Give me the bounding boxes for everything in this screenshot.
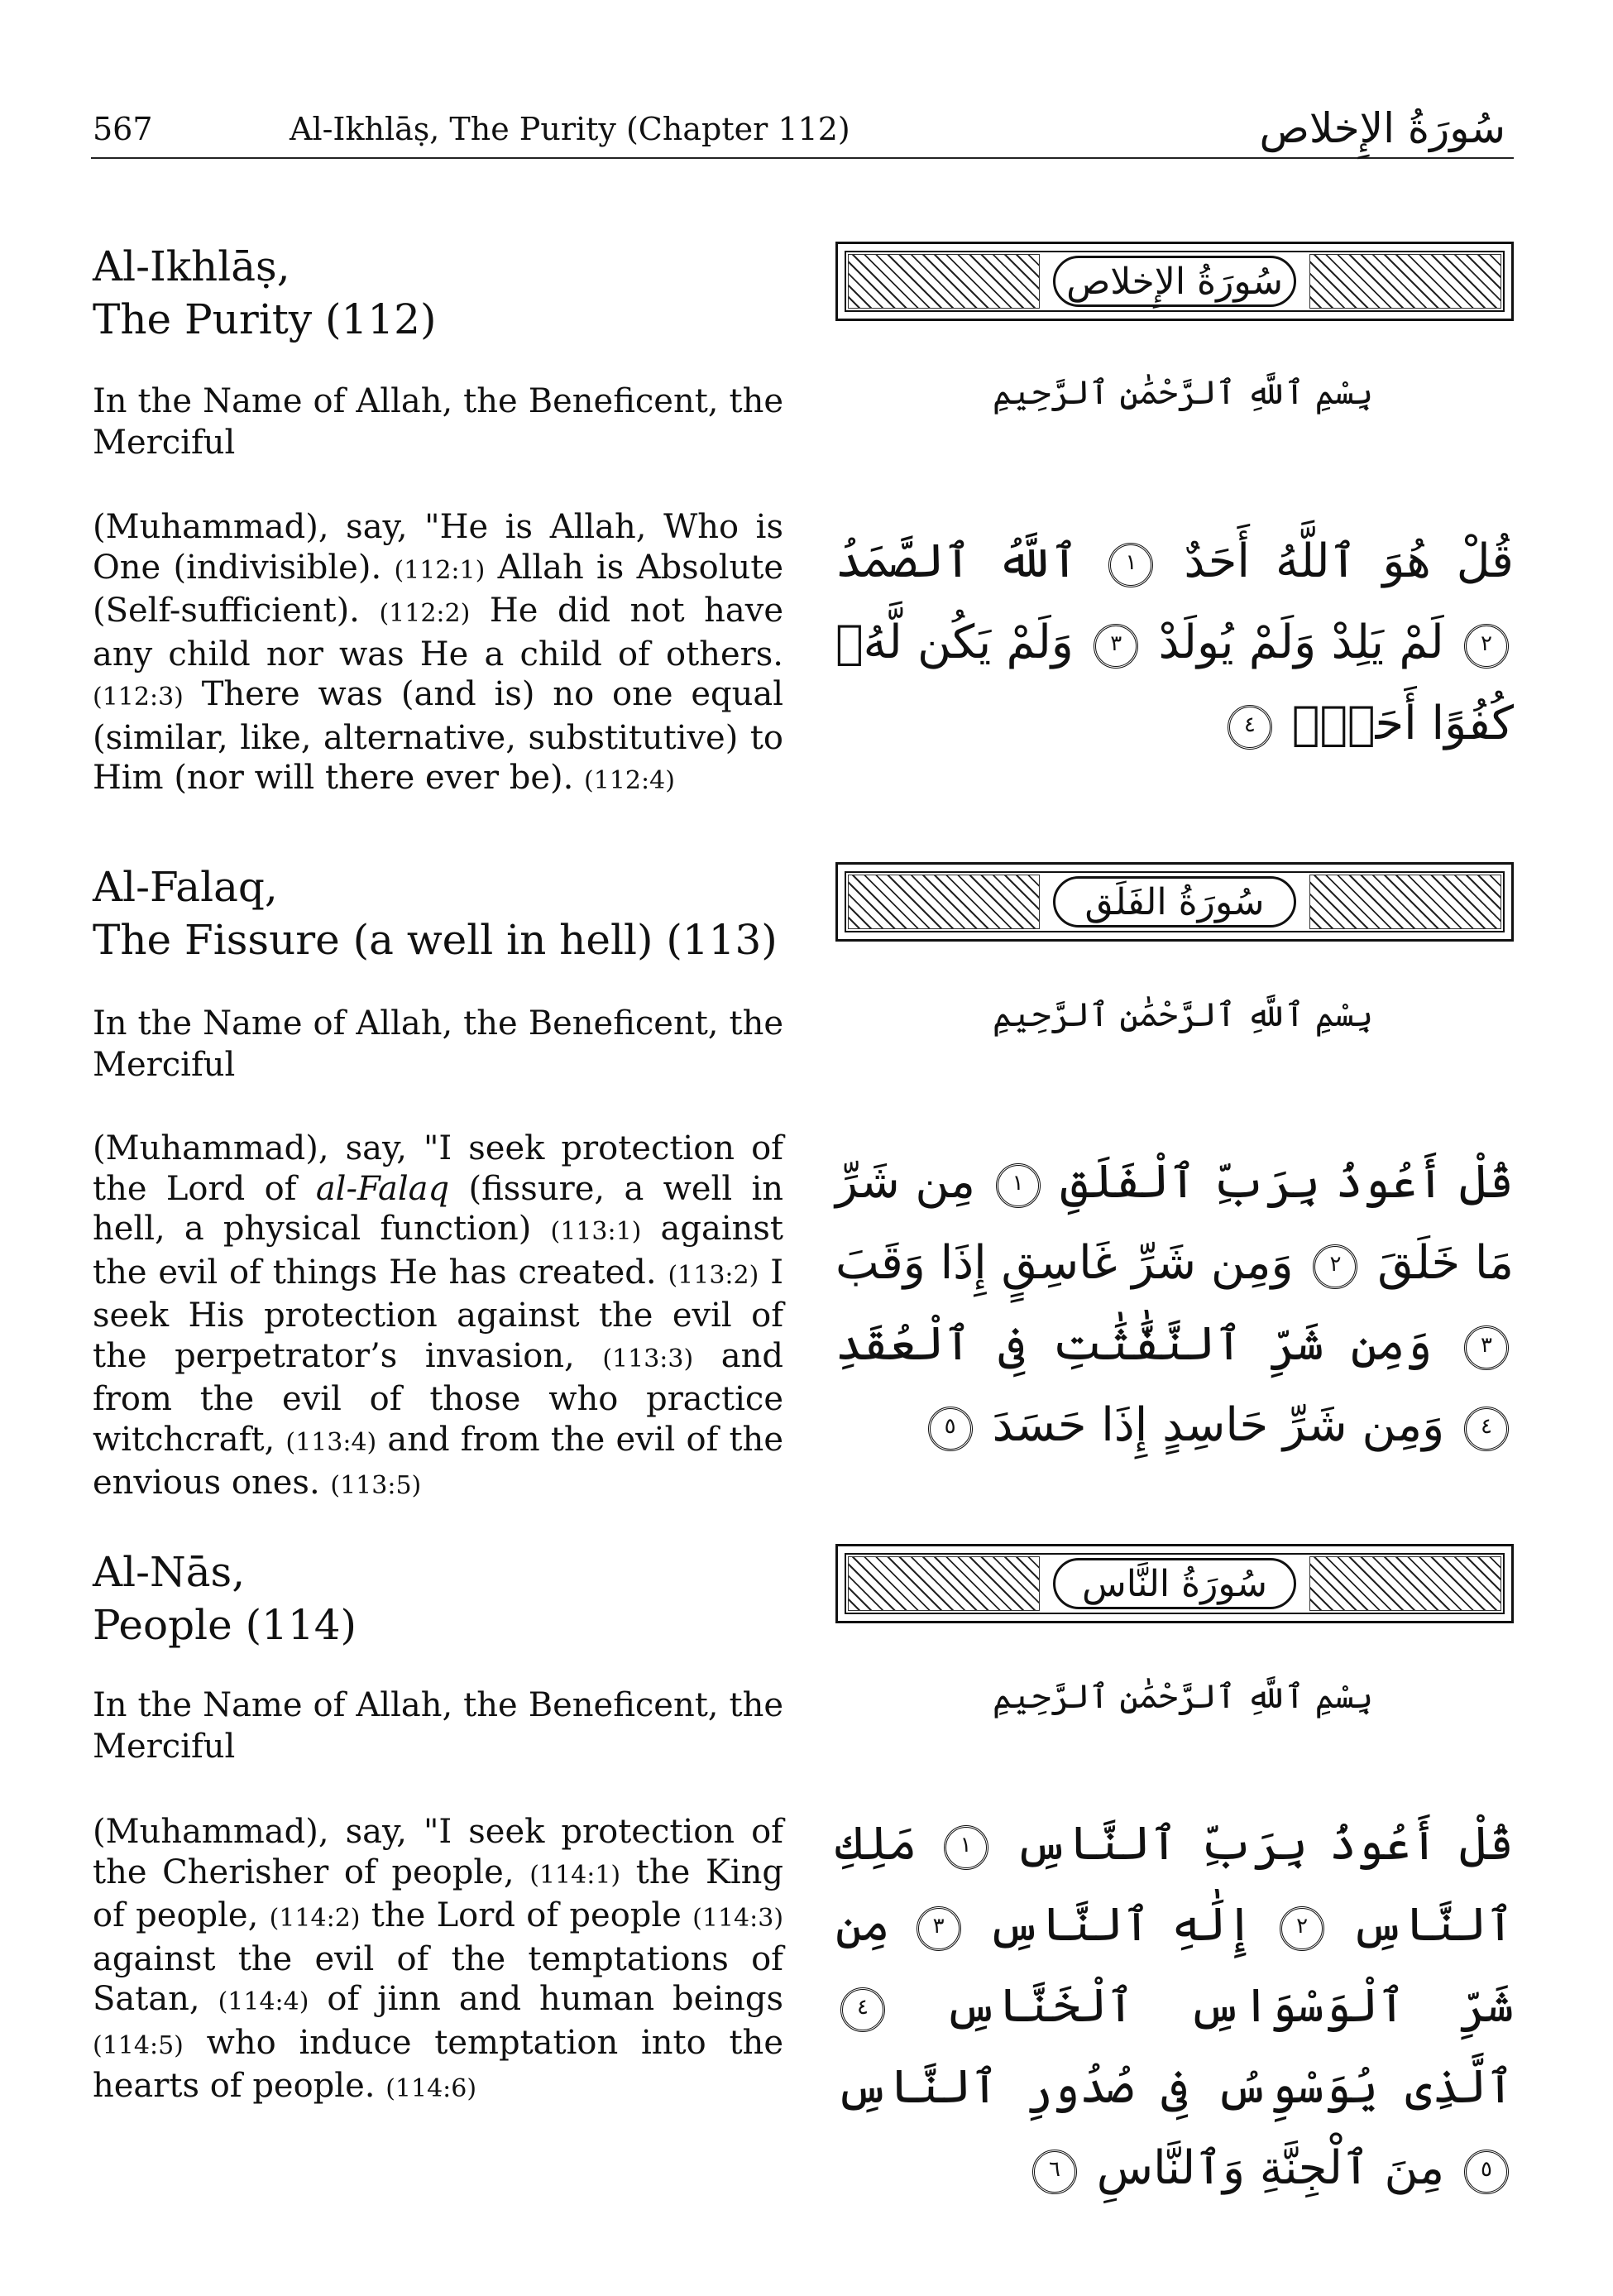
ornament-panel-right	[1309, 875, 1501, 929]
verse-ref: (114:2)	[269, 1904, 361, 1933]
surah-title	[93, 240, 436, 346]
surah-banner	[835, 1544, 1514, 1623]
verse-number-marker: ٣	[1094, 624, 1138, 669]
surah-title-line1: Al-Nās,	[93, 1548, 246, 1596]
verse-number-marker: ٢	[1464, 624, 1509, 669]
verse-ref: (114:5)	[93, 2030, 184, 2060]
bismillah-translation: In the Name of Allah, the Beneficent, the Merciful	[93, 1686, 783, 1766]
surah-title-line1: Al-Ikhlāṣ,	[93, 242, 290, 290]
surah-title-line2: People (114)	[93, 1601, 357, 1649]
surah-title-line2: The Purity (112)	[93, 295, 437, 343]
verse-ref: (112:1)	[394, 555, 486, 585]
verse-number-marker: ٣	[1464, 1325, 1509, 1370]
arabic-verses	[835, 1142, 1514, 1466]
verse-number-marker: ١	[1108, 543, 1153, 587]
arabic-verse: وَلَمْ يَكُن لَّهُۥ كُفُوًا أَحَدٌۢ	[835, 616, 1514, 750]
verse-ref: (113:5)	[330, 1471, 422, 1500]
verse-translation	[93, 1129, 783, 1507]
verse-translation	[93, 1812, 783, 2110]
arabic-verse: وَمِن شَرِّ غَاسِقٍ إِذَا وَقَبَ	[835, 1236, 1294, 1290]
verse-italic-term: al-Falaq	[315, 1169, 450, 1208]
arabic-verse: قُلْ أَعُوذُ بِرَبِّ ٱلنَّاسِ	[1014, 1817, 1514, 1871]
verse-text: and from the evil of the envious ones.	[93, 1420, 783, 1502]
verse-number-marker: ٢	[1280, 1906, 1324, 1951]
verse-text: There was (and is) no one equal (similar, like, alternative, substitutive) to Him (nor will there ever be).	[93, 675, 784, 797]
arabic-verse: لَمْ يَلِدْ وَلَمْ يُولَدْ	[1158, 616, 1444, 669]
surah-banner	[835, 862, 1514, 942]
arabic-verse: وَمِن شَرِّ حَاسِدٍ إِذَا حَسَدَ	[992, 1398, 1445, 1452]
verse-ref: (113:4)	[285, 1427, 377, 1457]
arabic-verse: مِنَ ٱلْجِنَّةِ وَٱلنَّاسِ	[1096, 2141, 1445, 2195]
surah-title-line2: The Fissure (a well in hell) (113)	[93, 916, 778, 964]
verse-number-marker: ٣	[917, 1906, 961, 1951]
bismillah-arabic: بِسْمِ ٱللَّهِ ٱلرَّحْمَٰنِ ٱلرَّحِيمِ	[992, 374, 1374, 412]
ornament-panel-left	[848, 1556, 1040, 1611]
ornament-panel-right	[1309, 254, 1501, 309]
verse-ref: (113:3)	[602, 1344, 694, 1373]
surah-title	[93, 1546, 357, 1651]
verse-text: (Muhammad), say, "He is Allah, Who is One (indivisible).	[93, 508, 783, 587]
verse-number-marker: ١	[944, 1825, 988, 1870]
arabic-verse: قُلْ هُوَ ٱللَّهُ أَحَدٌ	[1184, 534, 1514, 588]
verse-number-marker: ٦	[1032, 2150, 1077, 2194]
verse-ref: (112:4)	[584, 766, 675, 795]
verse-number-marker: ٤	[1228, 705, 1272, 750]
verse-ref: (114:1)	[529, 1860, 621, 1890]
page-number: 567	[93, 111, 153, 147]
verse-ref: (112:3)	[93, 683, 184, 712]
verse-number-marker: ٢	[1313, 1244, 1357, 1289]
running-title-arabic: سُورَةُ الإِخلاص	[1259, 104, 1505, 152]
verse-text: (Muhammad), say, "I seek protection of the Lord of	[93, 1129, 783, 1208]
verse-text: the Lord of people	[371, 1896, 682, 1934]
verse-ref: (112:2)	[379, 599, 471, 628]
arabic-verse: مِن شَرِّ ٱلْوَسْوَاسِ ٱلْخَنَّاسِ	[835, 1898, 1514, 2033]
verse-ref: (113:2)	[668, 1260, 759, 1290]
ornament-panel-left	[848, 875, 1040, 929]
arabic-verse: إِلَٰهِ ٱلنَّاسِ	[987, 1898, 1254, 1952]
verse-text: who induce temptation into the hearts of people.	[93, 2023, 783, 2105]
verse-ref: (114:4)	[218, 1987, 309, 2016]
banner-frame	[845, 871, 1505, 932]
banner-surah-name: سُورَةُ الإِخلاص	[1053, 256, 1296, 307]
banner-frame	[845, 251, 1505, 312]
verse-number-marker: ١	[996, 1163, 1041, 1208]
verse-text: of jinn and human beings	[327, 1980, 783, 2018]
verse-text: He did not have any child nor was He a child of others.	[93, 592, 783, 673]
banner-surah-name: سُورَةُ الفَلَق	[1053, 876, 1296, 928]
verse-number-marker: ٤	[840, 1987, 885, 2032]
verse-text: Allah is Absolute (Self-sufficient).	[93, 548, 784, 630]
surah-title	[93, 860, 778, 966]
bismillah-arabic: بِسْمِ ٱللَّهِ ٱلرَّحْمَٰنِ ٱلرَّحِيمِ	[992, 1678, 1374, 1716]
verse-text: the King of people,	[93, 1853, 784, 1934]
verse-number-marker: ٤	[1464, 1407, 1509, 1451]
arabic-verses	[835, 521, 1514, 765]
verse-text: against the evil of the temptations of Satan,	[93, 1939, 783, 2018]
verse-ref: (113:1)	[550, 1217, 642, 1246]
verse-number-marker: ٥	[1464, 2150, 1509, 2194]
banner-frame	[845, 1553, 1505, 1614]
surah-title-line1: Al-Falaq,	[93, 863, 278, 911]
page-header	[91, 104, 1514, 159]
verse-text: I seek His protection against the evil of the perpetrator’s invasion,	[93, 1253, 783, 1375]
arabic-verse: ٱلَّذِى يُوَسْوِسُ فِى صُدُورِ ٱلنَّاسِ	[835, 2060, 1514, 2114]
arabic-verse: وَمِن شَرِّ ٱلنَّفَّٰثَٰتِ فِى ٱلْعُقَدِ	[835, 1317, 1433, 1371]
bismillah-arabic: بِسْمِ ٱللَّهِ ٱلرَّحْمَٰنِ ٱلرَّحِيمِ	[992, 996, 1374, 1034]
arabic-verse: قُلْ أَعُوذُ بِرَبِّ ٱلْفَلَقِ	[1060, 1155, 1514, 1209]
verse-ref: (114:6)	[385, 2074, 477, 2103]
bismillah-translation: In the Name of Allah, the Beneficent, the Merciful	[93, 1004, 783, 1084]
banner-surah-name: سُورَةُ النَّاس	[1053, 1558, 1296, 1609]
surah-banner	[835, 242, 1514, 321]
arabic-verse: مِن شَرِّ مَا خَلَقَ	[835, 1155, 1514, 1290]
arabic-verses	[835, 1804, 1514, 2209]
ornament-panel-left	[848, 254, 1040, 309]
verse-text: and from the evil of those who practice witchcraft,	[93, 1336, 784, 1459]
arabic-verse: مَلِكِ ٱلنَّاسِ	[835, 1817, 1514, 1952]
verse-translation	[93, 507, 783, 802]
bismillah-translation: In the Name of Allah, the Beneficent, the Merciful	[93, 382, 783, 462]
arabic-verse: ٱللَّهُ ٱلصَّمَدُ	[835, 534, 1079, 588]
ornament-panel-right	[1309, 1556, 1501, 1611]
running-title: Al-Ikhlāṣ, The Purity (Chapter 112)	[290, 111, 850, 147]
verse-text: (Muhammad), say, "I seek protection of the Cherisher of people,	[93, 1813, 783, 1891]
verse-number-marker: ٥	[928, 1407, 973, 1451]
verse-ref: (114:3)	[692, 1904, 784, 1933]
verse-text: (fissure, a well in hell, a physical function)	[93, 1169, 784, 1248]
verse-text: against the evil of things He has created.	[93, 1210, 783, 1292]
